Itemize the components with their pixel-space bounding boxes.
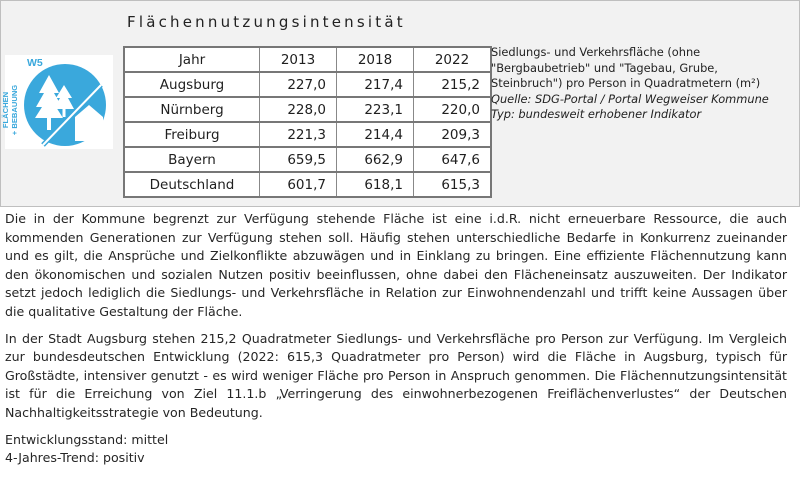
logo-label-1: FLÄCHEN — [1, 91, 10, 129]
indicator-logo — [1, 55, 113, 149]
trend-status: 4-Jahres-Trend: positiv — [5, 450, 145, 466]
row-name: Freiburg — [124, 122, 260, 147]
indicator-description: Siedlungs- und Verkehrsfläche (ohne "Bergbaubetrieb" und "Tagebau, Grube, Steinbruch") pro Person in Quadratmetern (m²) — [491, 45, 761, 91]
cell-value: 217,4 — [337, 72, 414, 97]
table-row — [124, 122, 491, 147]
cell-value: 214,4 — [337, 122, 414, 147]
paragraph-assessment: In der Stadt Augsburg stehen 215,2 Quadratmeter Siedlungs- und Verkehrsfläche pro Person zur Verfügung. Im Vergleich zur bundesdeutschen Entwicklung (2022: 615,3 Quadratmeter pro Person) wird die Fläche in Augsburg, typisch für Großstädte, intensiver genutzt - es wird weniger Fläche pro Person in Anspruch genommen. Die Flächennutzungsintensität ist für die Erreichung von Ziel 11.1.b „Verringerung des einwohnerbezogenen Freiflächenverlustes“ der Deutschen Nachhaltigkeitsstrategie von Bedeutung. — [5, 330, 787, 420]
row-name: Bayern — [124, 147, 260, 172]
tree-house-icon — [1, 55, 113, 149]
cell-value: 618,1 — [337, 172, 414, 197]
cell-value: 220,0 — [414, 97, 492, 122]
indicator-source: Quelle: SDG-Portal / Portal Wegweiser Kommune — [491, 91, 769, 106]
row-name: Nürnberg — [124, 97, 260, 122]
cell-value: 601,7 — [260, 172, 337, 197]
logo-code: W5 — [27, 57, 43, 69]
table-row — [124, 97, 491, 122]
cell-value: 615,3 — [414, 172, 492, 197]
indicator-note — [491, 45, 791, 123]
table-header-2018: 2018 — [337, 47, 414, 72]
table-header-2013: 2013 — [260, 47, 337, 72]
table-row — [124, 172, 491, 197]
cell-value: 223,1 — [337, 97, 414, 122]
cell-value: 221,3 — [260, 122, 337, 147]
cell-value: 659,5 — [260, 147, 337, 172]
page-title: Flächennutzungsintensität — [127, 13, 406, 31]
cell-value: 209,3 — [414, 122, 492, 147]
table-header-row — [124, 47, 491, 72]
table-header-year: Jahr — [124, 47, 260, 72]
row-name: Deutschland — [124, 172, 260, 197]
logo-label-2: + BEBAUUNG — [10, 84, 19, 136]
indicator-type: Typ: bundesweit erhobener Indikator — [491, 107, 702, 122]
indicator-table — [123, 46, 492, 198]
table-row — [124, 147, 491, 172]
paragraph-intro: Die in der Kommune begrenzt zur Verfügung stehende Fläche ist eine i.d.R. nicht erneuerbare Ressource, die auch kommenden Generationen zur Verfügung stehen soll. Häufig stehen unterschiedliche Bedarfe in Konkurrenz zueinander und es gilt, die Ansprüche und Zielkonflikte abzuwägen und in Einklang zu bringen. Eine effiziente Flächennutzung kann den ökonomischen und sozialen Nutzen positiv beeinflussen, ohne dabei den Flächeneinsatz auszuweiten. Der Indikator setzt jedoch lediglich die Siedlungs- und Verkehrsfläche in Relation zur Einwohnendenzahl und trifft keine Aussagen über die qualitative Gestaltung der Fläche. — [5, 211, 787, 319]
table-row — [124, 72, 491, 97]
cell-value: 647,6 — [414, 147, 492, 172]
row-name: Augsburg — [124, 72, 260, 97]
body-text — [5, 210, 787, 468]
cell-value: 228,0 — [260, 97, 337, 122]
cell-value: 227,0 — [260, 72, 337, 97]
cell-value: 662,9 — [337, 147, 414, 172]
development-status: Entwicklungsstand: mittel — [5, 431, 169, 447]
cell-value: 215,2 — [414, 72, 492, 97]
table-header-2022: 2022 — [414, 47, 492, 72]
indicator-panel — [0, 0, 800, 207]
